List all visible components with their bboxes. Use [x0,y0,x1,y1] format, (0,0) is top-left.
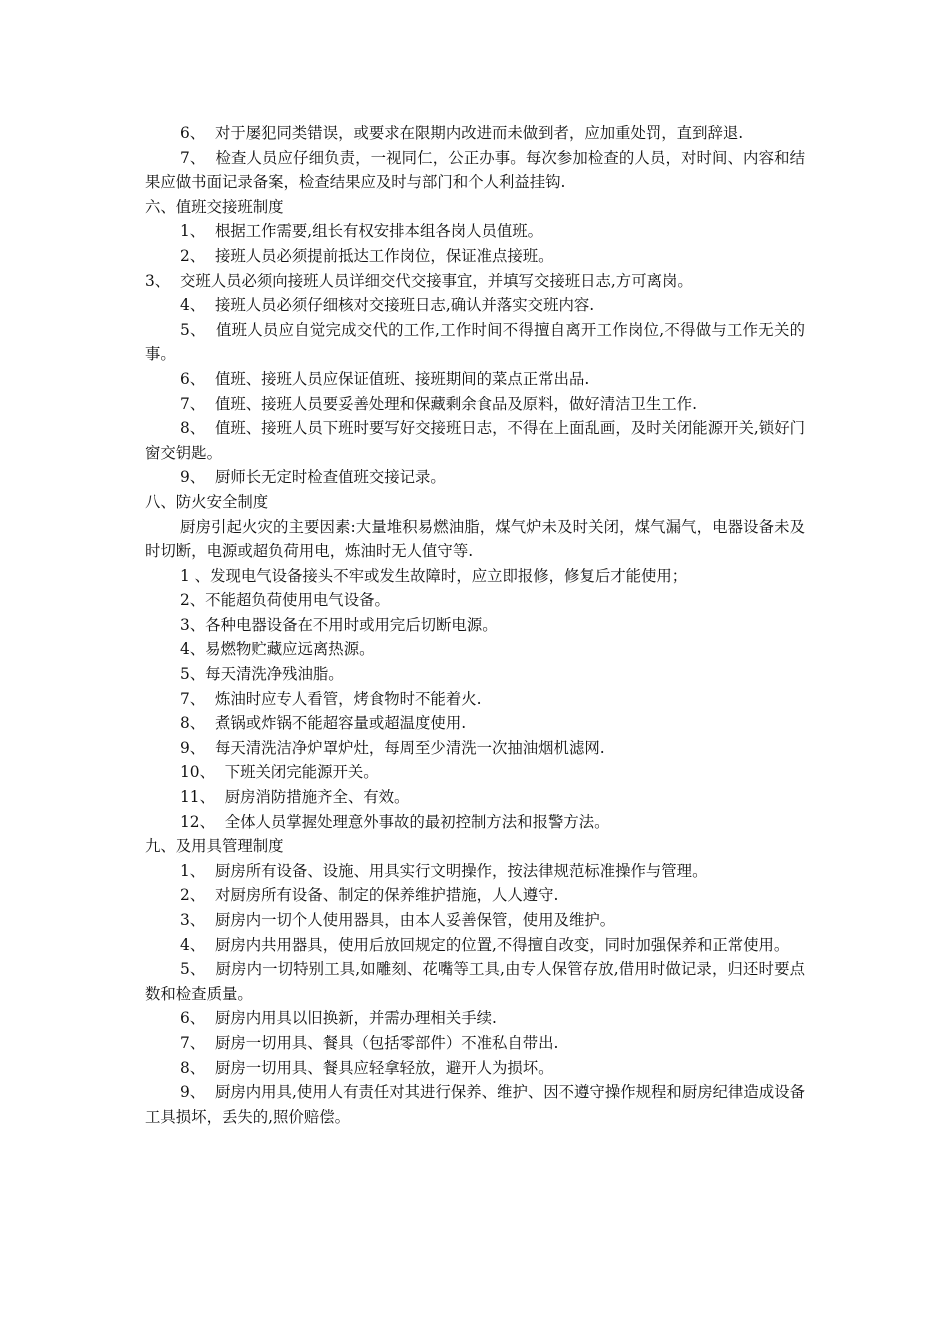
paragraph: 1、 根据工作需要,组长有权安排本组各岗人员值班。 [180,222,544,241]
paragraph: 8、 值班、接班人员下班时要写好交接班日志，不得在上面乱画，及时关闭能源开关,锁好门窗交钥匙。 [145,419,805,462]
paragraph: 2、不能超负荷使用电气设备。 [180,591,390,610]
paragraph: 6、 对于屡犯同类错误，或要求在限期内改进而未做到者，应加重处罚，直到辞退. [180,124,744,142]
paragraph: 9、 每天清洗洁净炉罩炉灶，每周至少清洗一次抽油烟机滤网. [180,738,605,757]
section-heading: 九、及用具管理制度 [145,837,284,856]
section-heading: 3、 交班人员必须向接班人员详细交代交接事宜，并填写交接班日志,方可离岗。 [145,271,693,290]
paragraph: 12、 全体人员掌握处理意外事故的最初控制方法和报警方法。 [180,812,610,831]
paragraph: 3、各种电器设备在不用时或用完后切断电源。 [180,615,498,634]
document-body [145,121,805,1129]
paragraph: 4、易燃物贮藏应远离热源。 [180,640,375,659]
paragraph: 4、 厨房内共用器具，使用后放回规定的位置,不得擅自改变，同时加强保养和正常使用。 [180,935,790,954]
paragraph: 2、 对厨房所有设备、制定的保养维护措施，人人遵守. [180,886,559,905]
paragraph: 3、 厨房内一切个人使用器具，由本人妥善保管，使用及维护。 [180,911,616,929]
paragraph: 5、每天清洗净残油脂。 [180,665,344,684]
paragraph: 11、 厨房消防措施齐全、有效。 [180,788,410,807]
section-heading: 六、值班交接班制度 [145,197,284,216]
paragraph: 7、 值班、接班人员要妥善处理和保藏剩余食品及原料，做好清洁卫生工作. [180,394,697,413]
paragraph: 9、 厨房内用具,使用人有责任对其进行保养、维护、因不遵守操作规程和厨房纪律造成设备工具损坏，丢失的,照价赔偿。 [145,1083,805,1126]
paragraph: 8、 厨房一切用具、餐具应轻拿轻放，避开人为损坏。 [180,1058,554,1077]
paragraph: 6、 值班、接班人员应保证值班、接班期间的菜点正常出品. [180,369,590,388]
paragraph: 6、 厨房内用具以旧换新，并需办理相关手续. [180,1009,497,1028]
paragraph: 10、 下班关闭完能源开关。 [180,763,379,782]
section-heading: 八、防火安全制度 [145,492,269,511]
paragraph: 7、 炼油时应专人看管，烤食物时不能着火. [180,689,482,708]
paragraph: 1、 厨房所有设备、设施、用具实行文明操作，按法律规范标准操作与管理。 [180,861,708,880]
paragraph: 4、 接班人员必须仔细核对交接班日志,确认并落实交班内容. [180,296,595,315]
paragraph: 5、 厨房内一切特别工具,如雕刻、花嘴等工具,由专人保管存放,借用时做记录，归还时要点数和检查质量。 [145,960,805,1003]
paragraph: 7、 检查人员应仔细负责，一视同仁，公正办事。每次参加检查的人员，对时间、内容和结果应做书面记录备案，检查结果应及时与部门和个人利益挂钩. [145,148,805,192]
paragraph: 厨房引起火灾的主要因素:大量堆积易燃油脂，煤气炉未及时关闭，煤气漏气，电器设备未及时切断，电源或超负荷用电，炼油时无人值守等. [145,517,805,561]
paragraph: 8、 煮锅或炸锅不能超容量或超温度使用. [180,714,467,733]
paragraph: 1 、发现电气设备接头不牢或发生故障时，应立即报修，修复后才能使用； [180,566,688,585]
paragraph: 5、 值班人员应自觉完成交代的工作,工作时间不得擅自离开工作岗位,不得做与工作无关的事。 [145,320,805,364]
paragraph: 2、 接班人员必须提前抵达工作岗位，保证准点接班。 [180,246,554,265]
paragraph: 9、 厨师长无定时检查值班交接记录。 [180,468,446,487]
paragraph: 7、 厨房一切用具、餐具（包括零部件）不准私自带出. [180,1033,559,1052]
